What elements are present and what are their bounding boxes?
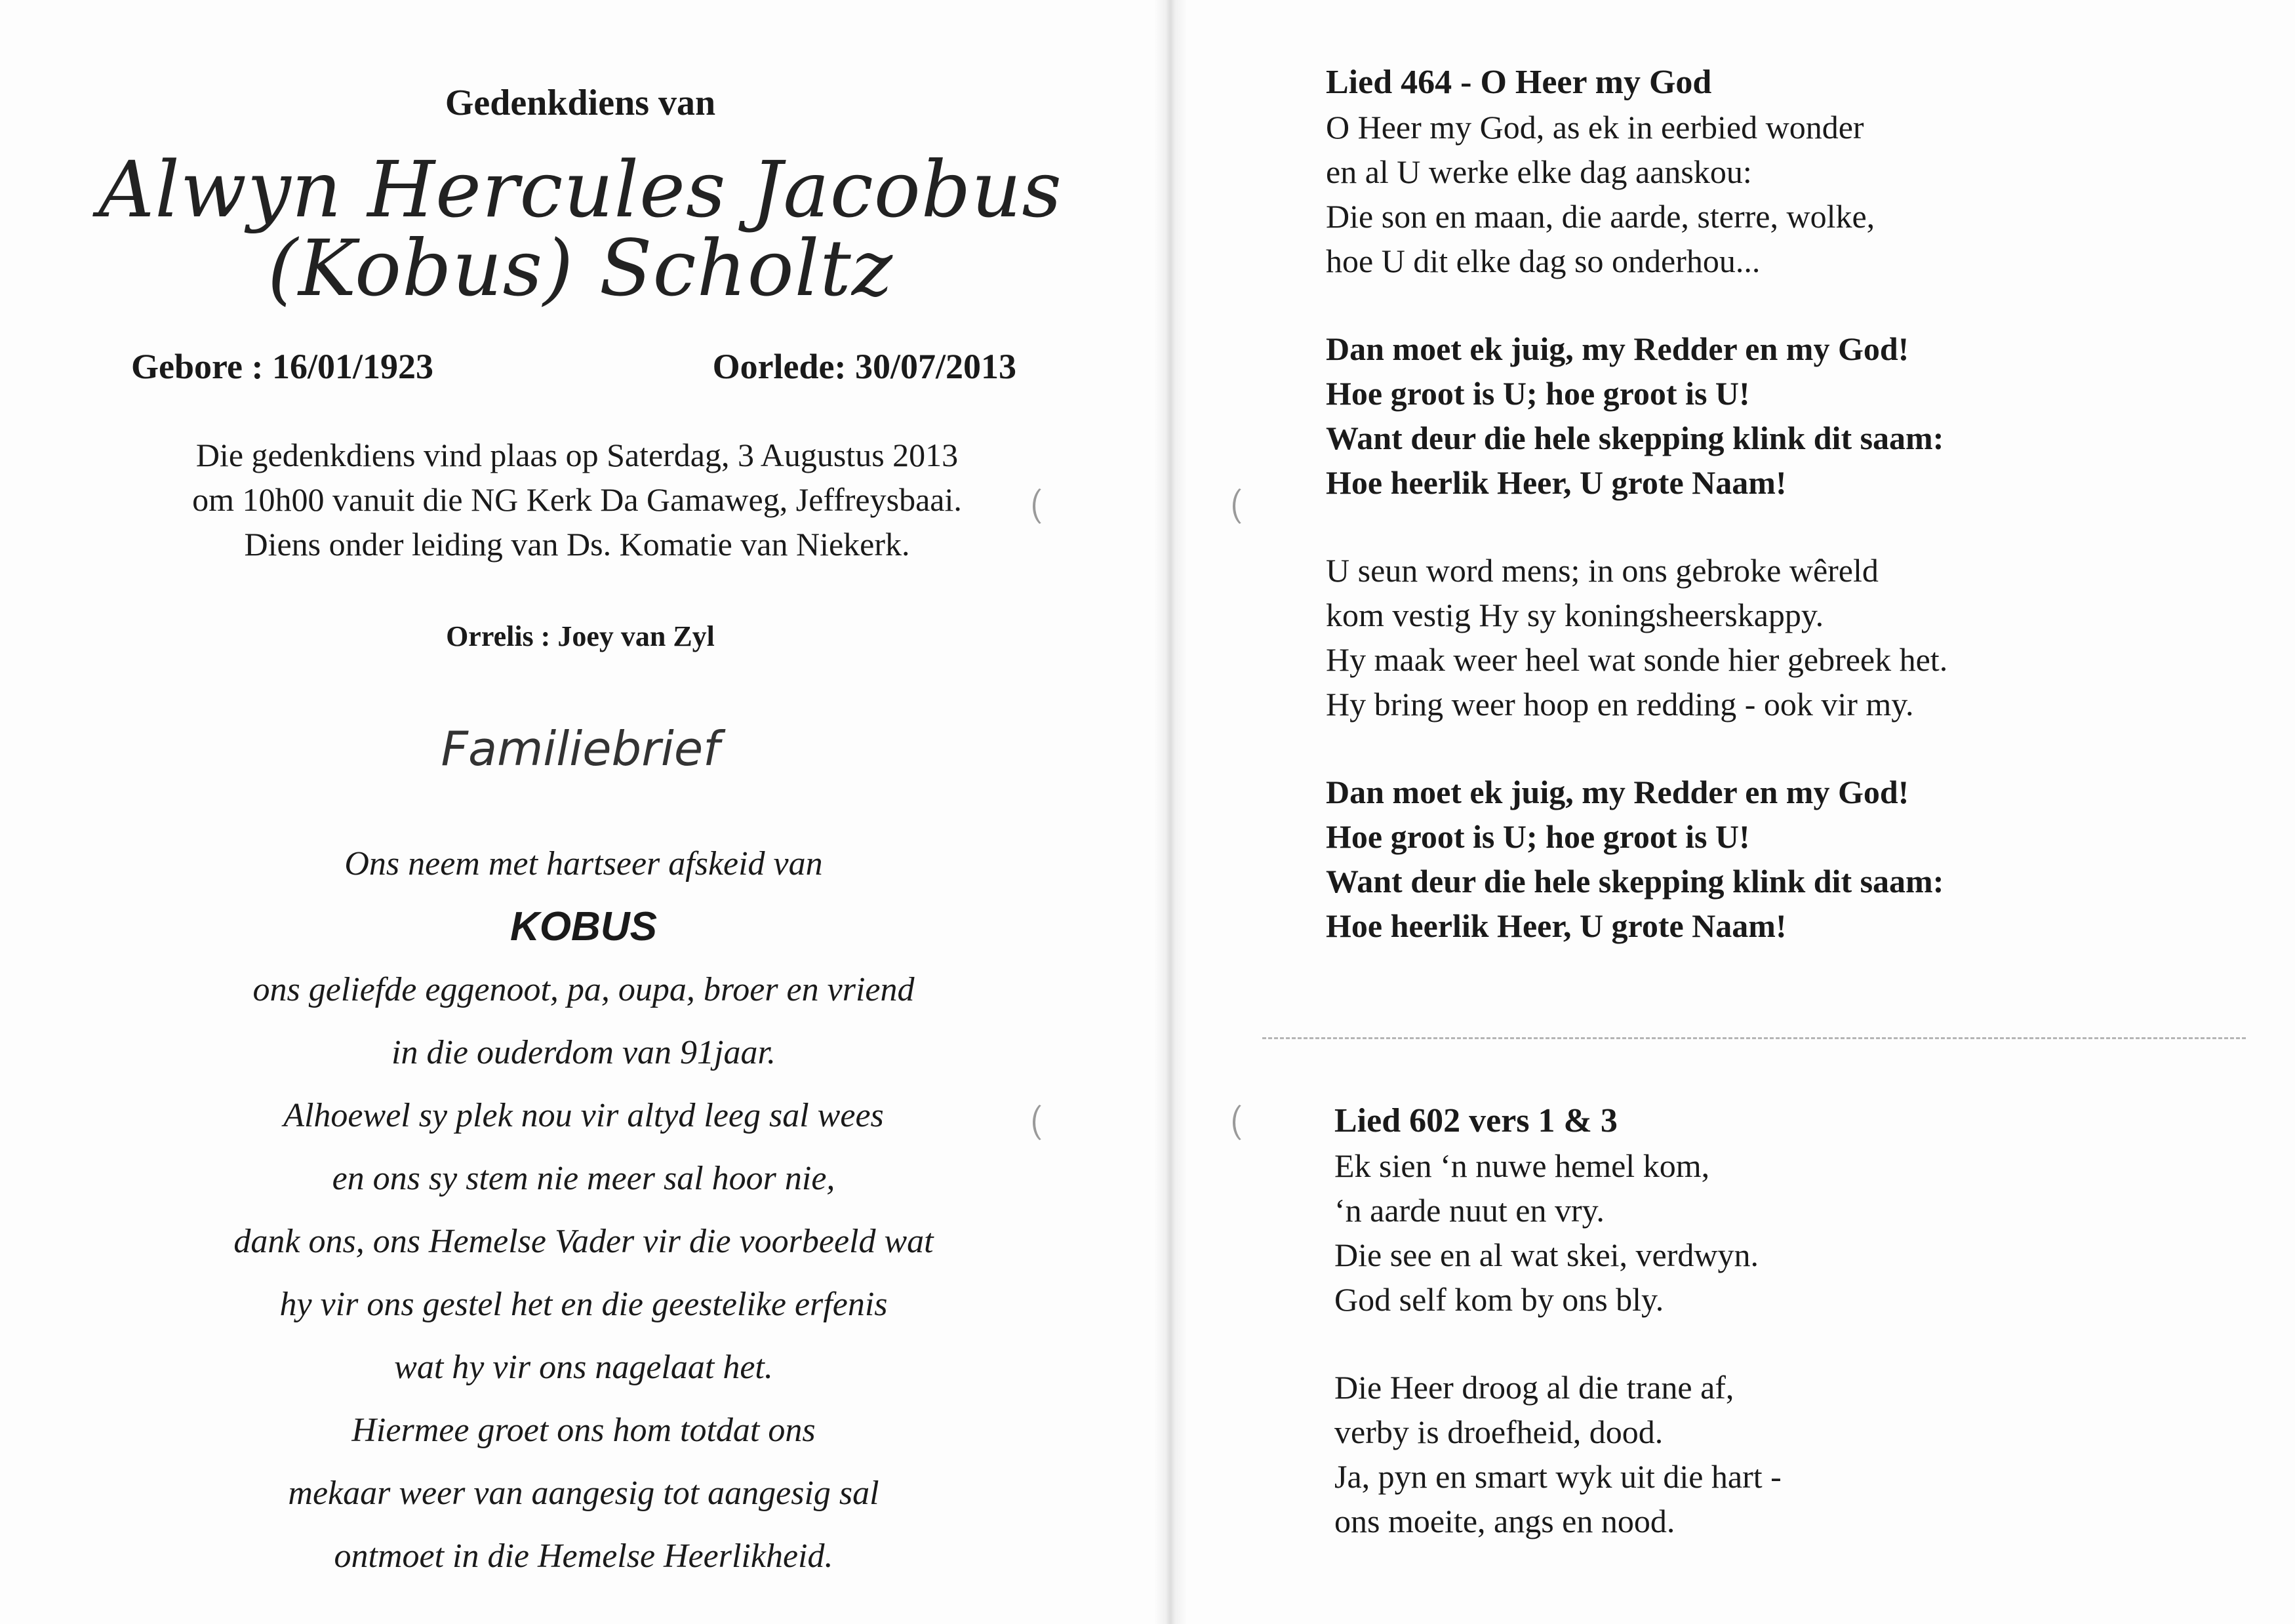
deceased-name-line1: Alwyn Hercules Jacobus <box>98 144 1062 235</box>
letter-line: ons geliefde eggenoot, pa, oupa, broer en vriend <box>252 971 915 1008</box>
letter-line: Hiermee groet ons hom totdat ons <box>351 1412 816 1449</box>
hymn-line: hoe U dit elke dag so onderhou... <box>1326 243 1761 279</box>
service-detail-line: Diens onder leiding van Ds. Komatie van Niekerk. <box>244 526 910 563</box>
organist-line: Orrelis : Joey van Zyl <box>446 620 715 652</box>
hymn-line: Ek sien ‘n nuwe hemel kom, <box>1334 1147 1710 1184</box>
letter-line: in die ouderdom van 91jaar. <box>391 1034 776 1071</box>
chorus-line: Hoe groot is U; hoe groot is U! <box>1326 818 1750 855</box>
punch-hole-icon <box>1033 485 1062 527</box>
chorus-line: Dan moet ek juig, my Redder en my God! <box>1326 774 1909 810</box>
chorus-line: Hoe heerlik Heer, U grote Naam! <box>1326 907 1787 944</box>
hymn-602 <box>1334 1099 2252 1543</box>
hymn-line: Die son en maan, die aarde, sterre, wolke, <box>1326 198 1875 235</box>
hymn-line: ons moeite, angs en nood. <box>1334 1503 1675 1539</box>
chorus-line: Want deur die hele skepping klink dit saam: <box>1326 863 1944 900</box>
letter-line: en ons sy stem nie meer sal hoor nie, <box>332 1160 835 1197</box>
hymn-line: ‘n aarde nuut en vry. <box>1334 1192 1605 1229</box>
hymn-line: O Heer my God, as ek in eerbied wonder <box>1326 109 1864 146</box>
letter-name: KOBUS <box>510 904 657 949</box>
hymn-line: Hy maak weer heel wat sonde hier gebreek het. <box>1326 641 1948 678</box>
hymn-line: kom vestig Hy sy koningsheerskappy. <box>1326 597 1824 633</box>
stanza-gap <box>1326 726 2244 770</box>
letter-line: hy vir ons gestel het en die geestelike erfenis <box>279 1286 888 1323</box>
hymn-line: Die see en al wat skei, verdwyn. <box>1334 1237 1759 1273</box>
family-letter <box>98 833 1069 1588</box>
hymn-line: God self kom by ons bly. <box>1334 1281 1664 1318</box>
hymn-line: verby is droefheid, dood. <box>1334 1414 1664 1450</box>
stanza-gap <box>1334 1322 2252 1365</box>
service-detail-line: Die gedenkdiens vind plaas op Saterdag, 3 Augustus 2013 <box>195 437 959 473</box>
stanza-gap <box>1326 283 2244 327</box>
service-detail-line: om 10h00 vanuit die NG Kerk Da Gamaweg, Jeffreysbaai. <box>192 481 962 518</box>
hymn-title: Lied 602 vers 1 & 3 <box>1334 1102 1618 1139</box>
hymn-line: Hy bring weer hoop en redding - ook vir my. <box>1326 686 1914 723</box>
hymn-line: Die Heer droog al die trane af, <box>1334 1369 1734 1406</box>
death-date: Oorlede: 30/07/2013 <box>712 347 1016 386</box>
letter-line: Ons neem met hartseer afskeid van <box>344 845 823 882</box>
chorus-line: Hoe heerlik Heer, U grote Naam! <box>1326 464 1787 501</box>
deceased-name-line2: (Kobus) Scholtz <box>268 223 893 313</box>
letter-line: dank ons, ons Hemelse Vader vir die voorbeeld wat <box>233 1223 934 1260</box>
hymn-line: U seun word mens; in ons gebroke wêreld <box>1326 552 1879 589</box>
hymn-464 <box>1326 60 2244 948</box>
family-letter-title: Familiebrief <box>441 721 720 776</box>
letter-line: mekaar weer van aangesig tot aangesig sal <box>288 1475 879 1512</box>
chorus-line: Dan moet ek juig, my Redder en my God! <box>1326 330 1909 367</box>
punch-hole-icon <box>1033 1101 1062 1143</box>
chorus-line: Hoe groot is U; hoe groot is U! <box>1326 375 1750 412</box>
chorus-line: Want deur die hele skepping klink dit saam: <box>1326 420 1944 456</box>
letter-line: ontmoet in die Hemelse Heerlikheid. <box>334 1537 833 1575</box>
letter-line: wat hy vir ons nagelaat het. <box>394 1349 773 1386</box>
hymn-title: Lied 464 - O Heer my God <box>1326 64 1712 101</box>
letter-line: Alhoewel sy plek nou vir altyd leeg sal wees <box>283 1097 884 1134</box>
stanza-gap <box>1326 505 2244 548</box>
right-panel <box>1180 0 2295 1624</box>
section-divider <box>1262 1037 2246 1039</box>
hymn-line: Ja, pyn en smart wyk uit die hart - <box>1334 1458 1782 1495</box>
hymn-line: en al U werke elke dag aanskou: <box>1326 153 1752 190</box>
service-details <box>66 433 1088 566</box>
birth-date: Gebore : 16/01/1923 <box>131 347 433 386</box>
memorial-heading: Gedenkdiens van <box>445 83 716 123</box>
